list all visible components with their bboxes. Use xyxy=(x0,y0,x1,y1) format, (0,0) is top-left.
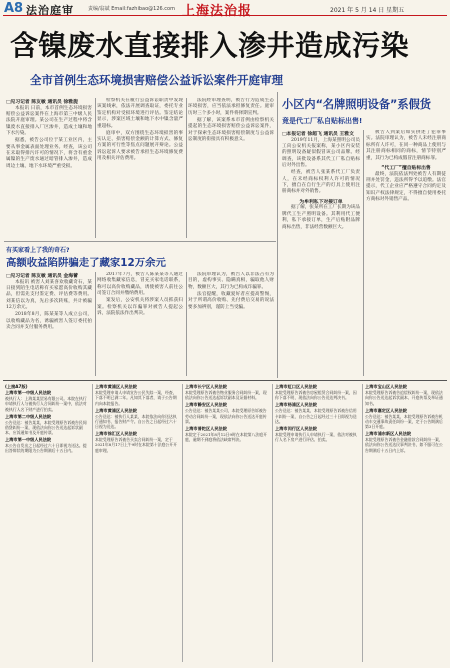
lead-paragraph: 据了解，该案系本市首例由检察机关提起的生态环境损害赔偿公益诉讼案件，对于探索生态环境损害赔偿制度与公益诉讼制度的衔接具有积极意义。 xyxy=(188,117,274,143)
story2-paragraph: 2017年7月，被告人陈某某等人通过网络收集藏家信息，冒充买家电话联系，称可以高价收购藏品，诱使被害人前往公司签订合同并缴纳费用。 xyxy=(97,272,183,297)
lead-column-3 xyxy=(188,98,274,238)
story2-paragraph: 案发后，公安机关将涉案人员抓获归案。检察机关以诈骗罪对被告人提起公诉，法院依法作出判决。 xyxy=(97,298,183,317)
notice-court: 上海市闵行区人民法院 xyxy=(275,425,317,431)
notice-text: 本院受理原告诉被告金融借款合同纠纷一案，依法向你公告送达民事判决书，如不服可在公告期满后十五日内上诉。 xyxy=(365,437,443,453)
notice-court: 上海市嘉定区人民法院 xyxy=(365,407,407,413)
notice-text: 本院受理原告诉被告物业服务合同纠纷一案，现依法向你公告送达起诉状副本及证据材料。 xyxy=(185,390,267,401)
notice-item xyxy=(275,426,360,443)
notice-divider xyxy=(92,384,93,662)
notice-court: 上海市第一中级人民法院 xyxy=(5,437,52,443)
side-paragraph: 2019年11月，上海某照明公司员工向公安机关报案称，某小区内安装的照明设备疑似假冒该公司品牌。经调查，该批设备系其代工厂私自贴标后对外出售。 xyxy=(282,137,360,169)
notice-court: 上海市杨浦区人民法院 xyxy=(275,402,317,408)
masthead-rule xyxy=(3,15,447,16)
notice-text: 本院定于2021年8月12日9时在本院第八法庭开庭，逾期不到庭将依法缺席判决。 xyxy=(185,431,268,443)
side-paragraph: 最终，法院依法判处被告人有期徒刑并处罚金，违法所得予以追缴。法官提示，代工企业应严格遵守合同约定及知识产权法律规定，不得擅自使用委托方商标对外销售产品。 xyxy=(366,171,446,203)
notice-column xyxy=(365,384,445,662)
notice-column xyxy=(275,384,360,662)
story2-paragraph: 本报讯 被害人刘某喜欢收藏奇石，某日接到陌生电话称有买家愿高价收购其藏品，但需先支付鉴定费、评估费等费用。刘某信以为真，先后多次转账，共计被骗12万余元。 xyxy=(6,279,92,311)
side-byline: □本报记者 徐超飞 通讯员 王雅文 xyxy=(282,132,354,137)
notice-item xyxy=(365,431,445,453)
lead-paragraph: 检察机关在履行公益诉讼职责中发现该案线索，依法开展调查取证，委托专业鉴定机构对受损环境进行评估。鉴定结论显示，涉案区域土壤和地下水中镍含量严重超标。 xyxy=(97,98,183,129)
side-paragraph: 据了解，张某所在工厂长期为该品牌代工生产照明设备。其利用代工便利，私下承接订单，生产后贴附品牌商标出售，非法经营数额巨大。 xyxy=(282,205,360,230)
column-divider xyxy=(186,272,187,376)
story2-column-2 xyxy=(97,272,183,376)
notice-item xyxy=(185,402,270,424)
side-paragraph: 被告人到案后如实供述了犯罪事实。法院审理认为，被告人未经注册商标所有人许可，在同一种商品上使用与其注册商标相同的商标，情节特别严重，其行为已构成假冒注册商标罪。 xyxy=(366,130,446,161)
story2-paragraph: 2018年8月，陈某某等人成立公司，以收购藏品为名，诱骗被害人签订委托拍卖合同并支付服务费用。 xyxy=(6,312,92,331)
side-column-1 xyxy=(282,130,360,376)
issue-date: 2021 年 5 月 14 日 星期五 xyxy=(330,7,405,14)
notice-item xyxy=(365,408,445,430)
notice-column xyxy=(5,384,90,662)
masthead xyxy=(0,0,450,19)
column-divider xyxy=(363,130,364,376)
story-divider xyxy=(4,241,276,242)
notice-item xyxy=(185,384,270,401)
side-subheadline: 竟是代工厂私自贴标出售! xyxy=(282,117,363,125)
notice-item xyxy=(365,384,445,406)
notice-text: 公告送达：被告某某公司，本院受理原告诉被告劳动合同纠纷一案，现依法向你公告送达开庭传票。 xyxy=(185,408,267,424)
notice-text: 本院受理申请人申请宣告公民失踪一案，经查，下落不明已满二年。凡知其下落者，请于公告期内向本院报告。 xyxy=(95,390,177,406)
lead-headline: 含镍废水直接排入渗井造成污染 xyxy=(10,29,410,62)
notice-court: 上海市虹口区人民法院 xyxy=(275,384,317,389)
column-divider xyxy=(95,98,96,238)
lead-paragraph: 本报讯 日前，本市首例生态环境损害赔偿公益诉讼案件在上海市第三中级人民法院开庭审理。某公司在生产过程中将含镍废水直接排入厂区渗井，造成土壤和地下水污染。 xyxy=(6,105,92,137)
side-paragraph: 经查，被告人张某系代工厂负责人，在未经商标权利人许可的情况下，擅自在自行生产的灯具上使用注册商标并对外销售。 xyxy=(282,170,360,195)
notice-item xyxy=(5,390,90,412)
notice-text: 本院受理原告诉被告买卖合同纠纷一案，定于2021年8月17日上午9时在本院第十法庭公开开庭审理。 xyxy=(95,437,178,453)
notice-text: 公告送达：被告某某，本院受理原告诉被告信用卡纠纷一案，自公告之日起经过三十日即视为送达。 xyxy=(275,408,357,424)
notice-court: 上海市黄浦区人民法院 xyxy=(95,407,137,413)
lead-column-2 xyxy=(97,98,183,238)
notice-text: 公告送达：被告某某，本院受理原告诉被告机动车交通事故责任纠纷一案，定于公告期满后第3日开庭。 xyxy=(365,413,443,430)
notice-divider xyxy=(272,384,273,662)
notice-item xyxy=(95,384,180,406)
notice-court: 上海市长宁区人民法院 xyxy=(185,384,227,389)
notice-text: 本院受理原告诉被告追偿权纠纷一案，现依法向你公告送达起诉状副本、开庭传票及举证通知书。 xyxy=(365,390,443,406)
column-divider xyxy=(95,272,96,376)
notice-item xyxy=(95,408,180,430)
lead-column-1 xyxy=(6,98,92,238)
notice-text: 本院受理原告诉被告房屋租赁合同纠纷一案，因你下落不明，现依法向你公告送达判决书。 xyxy=(275,390,357,401)
story2-byline: □见习记者 陈友敏 通讯员 金海蕾 xyxy=(6,274,78,279)
notice-column xyxy=(95,384,180,662)
notice-court: 上海市徐汇区人民法院 xyxy=(95,431,137,437)
notice-text: 本公告自发出之日起经过六十日即视为送达。提出答辩状的期限为公告期满后十五日内。 xyxy=(5,443,87,454)
page-number: A8 xyxy=(4,1,24,16)
notice-text: 被执行人：上海某某贸易有限公司。本院在执行申请执行人与被执行人合同纠纷一案中，依法对被执行人名下财产进行拍卖。 xyxy=(5,396,87,412)
lead-paragraph: 法院经审理查明，被告行为造成生态环境损害，应当依法承担修复责任。庭审历时三个多小时，案件将择期宣判。 xyxy=(188,98,274,116)
notice-item xyxy=(5,414,90,436)
editor-contact: 责编/翁斌 Email:fazhibao@126.com xyxy=(88,6,175,12)
side-inline-heading: “代工厂”擅自贴标出售 xyxy=(381,166,431,172)
lead-paragraph: 据悉，被告公司位于某工业区内，主要从事金属表面处理业务。经查，该公司在未取得排污许可的情况下，将含有重金属镍的生产废水通过暗管排入渗井，造成周边土壤、地下水环境严重受损。 xyxy=(6,138,92,169)
notice-column xyxy=(185,384,270,662)
story2-headline: 高额收益陷阱骗走了藏家12万余元 xyxy=(6,257,166,269)
notice-item xyxy=(275,402,360,424)
notice-court: 上海市普陀区人民法院 xyxy=(185,425,227,431)
lead-byline: □见习记者 陈友敏 通讯员 徐雅旎 xyxy=(6,100,78,105)
notice-court: 上海市第二中级人民法院 xyxy=(5,413,52,419)
side-headline: 小区内“名牌照明设备”系假货 xyxy=(282,98,431,111)
notice-divider xyxy=(182,384,183,662)
story2-column-3 xyxy=(188,272,274,376)
notice-court: 上海市静安区人民法院 xyxy=(185,402,227,408)
notice-court: 上海市宝山区人民法院 xyxy=(365,384,407,389)
column-divider xyxy=(186,98,187,238)
newspaper-logo: 上海法治报 xyxy=(182,4,253,19)
notices-continued-label: (上接A7版) xyxy=(5,384,28,389)
side-inline-heading: 为牟利私下对接订单 xyxy=(299,199,343,205)
story2-column-1 xyxy=(6,272,92,376)
lead-paragraph: 庭审中，双方围绕生态环境损害的事实认定、损害赔偿金额的计算方式、修复方案的可行性等焦点问题展开辩论。公益诉讼起诉人要求被告承担生态环境修复费用及相关评估费用。 xyxy=(97,130,183,162)
story2-paragraph: 法院审理认为，被告人以非法占有为目的，虚构事实、隐瞒真相，骗取他人财物，数额巨大，其行为已构成诈骗罪。 xyxy=(188,272,274,290)
side-column-2 xyxy=(366,130,446,376)
section-title: 法治庭审 xyxy=(26,4,74,17)
notice-text: 公告送达：被执行人某某，本院依法向你送达执行通知书、报告财产令。自公告之日起经过六十日视为送达。 xyxy=(95,413,177,430)
notice-item xyxy=(5,437,90,454)
notice-court: 上海市第一中级人民法院 xyxy=(5,390,52,395)
notice-text: 本院受理申请执行人申请执行一案，依法对被执行人名下房产进行评估、拍卖。 xyxy=(275,431,357,443)
notice-divider xyxy=(362,384,363,662)
notice-court: 上海市浦东新区人民法院 xyxy=(365,431,412,437)
story2-paragraph: 法官提醒，收藏爱好者应提高警惕，对于所谓高价收购、先付费后交易的说法要多加辨别，谨防上当受骗。 xyxy=(188,291,274,310)
story2-kicker: 有买家看上了我的奇石? xyxy=(6,247,70,254)
lead-subheadline: 全市首例生态环境损害赔偿公益诉讼案件开庭审理 xyxy=(30,73,283,87)
notice-item xyxy=(275,384,360,401)
notice-item xyxy=(95,431,180,453)
notice-court: 上海市黄浦区人民法院 xyxy=(95,384,137,389)
notice-item xyxy=(185,426,270,443)
notice-text: 公告送达：被告某某，本院受理原告诉被告民间借贷纠纷一案，现依法向你公告送达起诉状副本、应诉通知书及开庭传票。 xyxy=(5,419,87,436)
section-divider xyxy=(277,92,278,378)
